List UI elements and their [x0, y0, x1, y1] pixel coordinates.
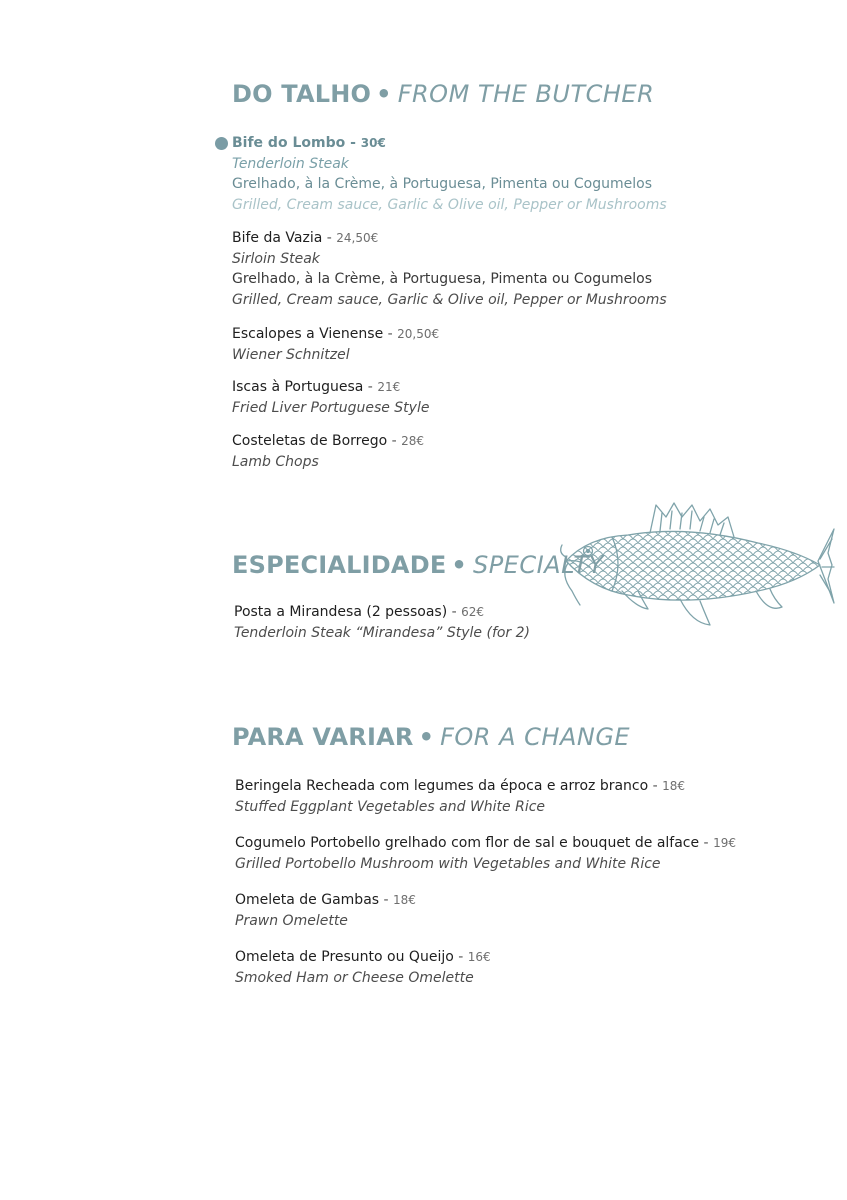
section-title-en: SPECIALTY — [472, 551, 604, 579]
title-separator-dot: • — [376, 80, 392, 108]
item-english-name: Tenderloin Steak “Mirandesa” Style (for 2) — [234, 624, 531, 641]
item-options-english: Grilled, Cream sauce, Garlic & Olive oil, Pepper or Mushrooms — [232, 196, 667, 213]
item-price: 18€ — [393, 893, 416, 907]
item-price: 20,50€ — [397, 327, 440, 341]
section-title-pt: PARA VARIAR — [232, 723, 414, 751]
section-title-pt: DO TALHO — [232, 80, 372, 108]
menu-item-omeleta-gambas: Omeleta de Gambas - 18€ Prawn Omelette — [235, 890, 416, 931]
item-price: 30€ — [360, 136, 386, 150]
menu-item-bife-do-lombo: Bife do Lombo - 30€ Tenderloin Steak Grelhado, à la Crème, à Portuguesa, Pimenta ou Cogumelos Grilled, Cream sauce, Garlic & Olive oil, Pepper or Mushrooms — [232, 133, 667, 215]
item-price: 16€ — [467, 950, 491, 964]
item-price: 19€ — [713, 836, 736, 850]
item-english-name: Prawn Omelette — [235, 912, 348, 929]
section-title-en: FROM THE BUTCHER — [397, 80, 655, 108]
title-separator-dot: • — [418, 723, 435, 751]
section-title-butcher — [232, 79, 654, 109]
item-name: Beringela Recheada com legumes da época e arroz branco — [235, 778, 649, 794]
item-options: Grelhado, à la Crème, à Portuguesa, Pimenta ou Cogumelos — [232, 176, 652, 192]
item-name: Escalopes a Vienense — [232, 326, 384, 342]
title-separator-dot: • — [451, 551, 467, 579]
menu-item-escalopes: Escalopes a Vienense - 20,50€ Wiener Schnitzel — [232, 324, 439, 365]
item-options: Grelhado, à la Crème, à Portuguesa, Pimenta ou Cogumelos — [232, 271, 652, 287]
menu-item-cogumelo: Cogumelo Portobello grelhado com flor de sal e bouquet de alface - 19€ Grilled Portobello Mushroom with Vegetables and White Rice — [235, 833, 736, 874]
menu-item-beringela: Beringela Recheada com legumes da época e arroz branco - 18€ Stuffed Eggplant Vegetables and White Rice — [235, 776, 685, 817]
section-title-change — [232, 722, 630, 752]
item-english-name: Smoked Ham or Cheese Omelette — [235, 969, 474, 986]
item-price: 21€ — [377, 380, 401, 394]
bullet-dot-icon — [215, 137, 228, 150]
item-english-name: Tenderloin Steak — [232, 155, 349, 172]
item-name: Bife da Vazia — [232, 230, 323, 246]
item-english-name: Grilled Portobello Mushroom with Vegetables and White Rice — [235, 855, 661, 872]
item-price: 62€ — [461, 605, 485, 619]
item-name: Omeleta de Gambas — [235, 892, 380, 908]
menu-item-iscas: Iscas à Portuguesa - 21€ Fried Liver Portuguese Style — [232, 377, 429, 418]
menu-item-bife-da-vazia: Bife da Vazia - 24,50€ Sirloin Steak Grelhado, à la Crème, à Portuguesa, Pimenta ou Cogumelos Grilled, Cream sauce, Garlic & Olive oil, Pepper or Mushrooms — [232, 228, 667, 310]
item-price: 24,50€ — [336, 231, 379, 245]
section-title-pt: ESPECIALIDADE — [232, 551, 447, 579]
item-english-name: Stuffed Eggplant Vegetables and White Rice — [235, 798, 546, 815]
item-name: Cogumelo Portobello grelhado com flor de sal e bouquet de alface — [235, 835, 700, 851]
item-english-name: Fried Liver Portuguese Style — [232, 399, 430, 416]
menu-item-omeleta-presunto: Omeleta de Presunto ou Queijo - 16€ Smoked Ham or Cheese Omelette — [235, 947, 491, 988]
menu-item-posta-mirandesa: Posta a Mirandesa (2 pessoas) - 62€ Tenderloin Steak “Mirandesa” Style (for 2) — [234, 602, 530, 643]
item-options-english: Grilled, Cream sauce, Garlic & Olive oil, Pepper or Mushrooms — [232, 291, 667, 308]
item-english-name: Sirloin Steak — [232, 250, 320, 267]
item-price: 18€ — [662, 779, 686, 793]
section-title-en: FOR A CHANGE — [440, 723, 631, 751]
menu-item-costeletas: Costeletas de Borrego - 28€ Lamb Chops — [232, 431, 424, 472]
item-name: Omeleta de Presunto ou Queijo — [235, 949, 454, 965]
item-english-name: Wiener Schnitzel — [232, 346, 350, 363]
section-title-specialty — [232, 550, 604, 580]
item-name: Posta a Mirandesa (2 pessoas) — [234, 604, 448, 620]
item-english-name: Lamb Chops — [232, 453, 319, 470]
item-price: 28€ — [401, 434, 425, 448]
item-name: Costeletas de Borrego — [232, 433, 388, 449]
item-name: Iscas à Portuguesa — [232, 379, 364, 395]
item-name: Bife do Lombo — [232, 135, 346, 151]
